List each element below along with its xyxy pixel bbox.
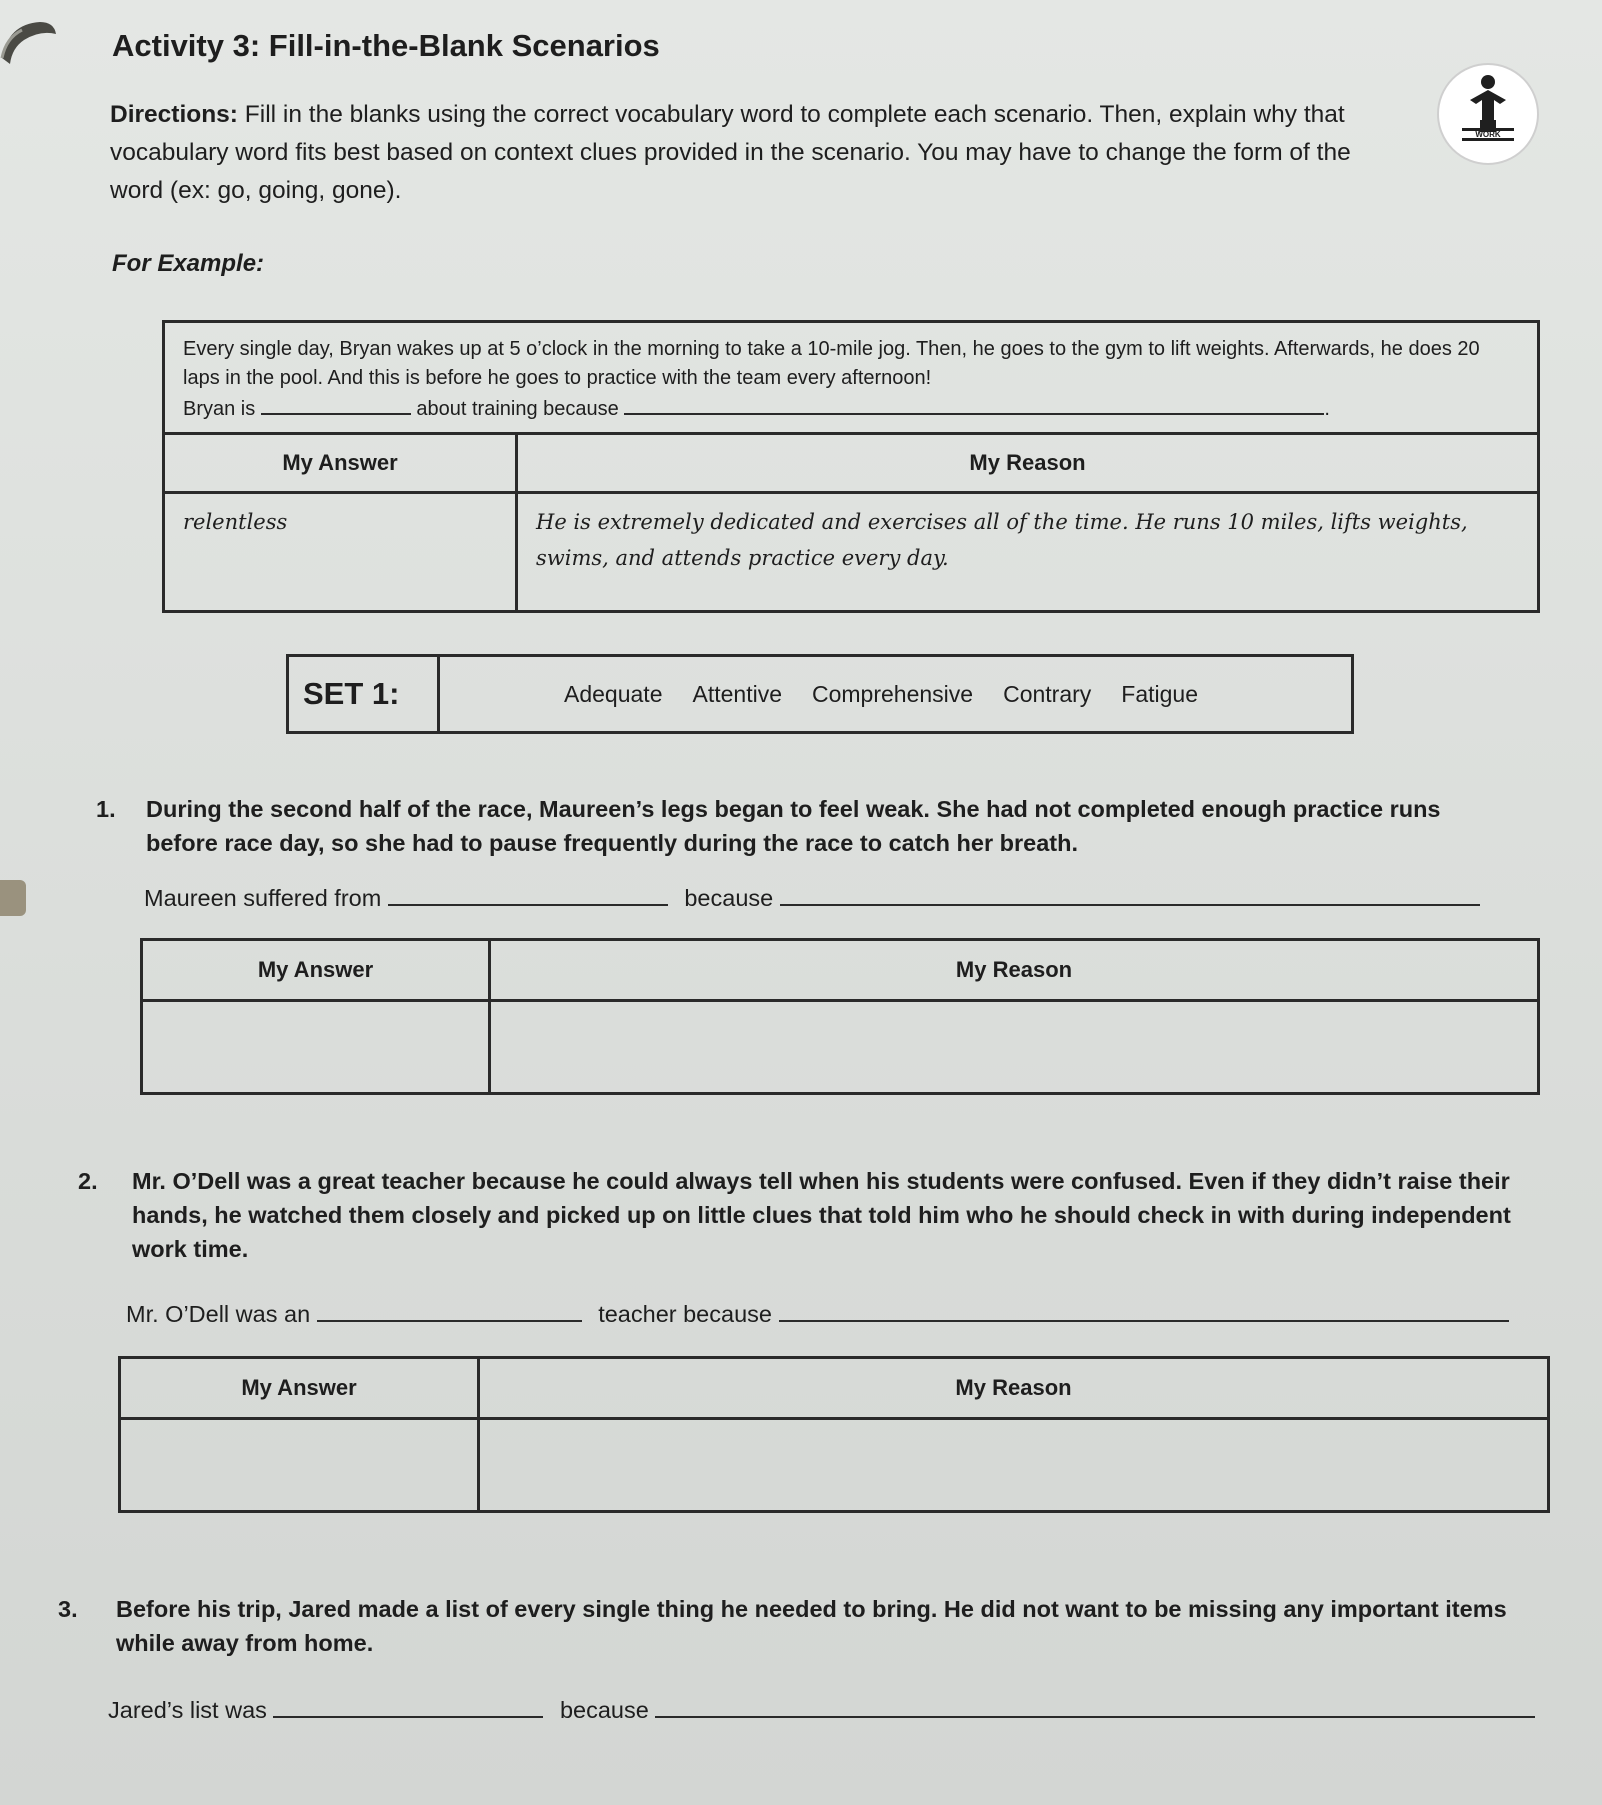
question-2-col-reason: My Reason [479, 1358, 1549, 1419]
set1-word-bank [286, 654, 1354, 734]
directions [110, 96, 1400, 210]
page-edge-mark [0, 880, 26, 916]
example-scenario-cell: Every single day, Bryan wakes up at 5 o’clock in the morning to take a 10-mile jog. Then, he goes to the gym to lift weights. Afterwards, he does 20 laps in the pool. And this is before he goes to practice with the team every afternoon! Bryan is about training because . [164, 322, 1539, 434]
word-fatigue: Fatigue [1121, 680, 1198, 707]
question-1-number: 1. [96, 796, 116, 822]
set1-label: SET 1: [289, 657, 440, 731]
question-1-col-answer: My Answer [142, 940, 490, 1001]
example-blank-1 [261, 393, 411, 415]
work-badge-icon [1436, 62, 1540, 166]
example-table [162, 320, 1540, 613]
question-3-blank-1[interactable] [273, 1696, 543, 1718]
question-3-stem-middle: because [559, 1697, 649, 1723]
question-2-answer-cell[interactable] [120, 1419, 479, 1512]
activity-title: Activity 3: Fill-in-the-Blank Scenarios [112, 28, 660, 63]
word-adequate: Adequate [564, 680, 663, 707]
question-2 [78, 1164, 1518, 1266]
word-comprehensive: Comprehensive [811, 680, 974, 707]
question-3-blank-2[interactable] [655, 1696, 1535, 1718]
example-blank-2 [624, 393, 1324, 415]
example-col-reason: My Reason [517, 434, 1539, 493]
example-answer-cell: relentless [164, 493, 517, 612]
question-1-stem-middle: because [684, 885, 774, 911]
question-2-stem-start: Mr. O’Dell was an [126, 1301, 311, 1327]
example-reason-cell: He is extremely dedicated and exercises all of the time. He runs 10 miles, lifts weights, swims, and attends practice every day. [517, 493, 1539, 612]
directions-label: Directions: [110, 101, 238, 128]
question-1-table [140, 938, 1540, 1095]
question-2-reason-cell[interactable] [479, 1419, 1549, 1512]
word-contrary: Contrary [1003, 680, 1092, 707]
question-1-stem [144, 884, 1480, 912]
question-1-answer-cell[interactable] [142, 1001, 490, 1094]
question-2-number: 2. [78, 1168, 98, 1194]
example-scenario-text: Every single day, Bryan wakes up at 5 o’clock in the morning to take a 10-mile jog. Then, he goes to the gym to lift weights. Afterwards, he does 20 laps in the pool. And this is before he goes to practice with the team every afternoon! [183, 338, 1480, 389]
question-3-stem-start: Jared’s list was [108, 1697, 267, 1723]
question-3-stem [108, 1696, 1535, 1724]
question-3-text: Before his trip, Jared made a list of every single thing he needed to bring. He did not want to be missing any important items while away from home. [116, 1596, 1507, 1656]
example-col-answer: My Answer [164, 434, 517, 493]
question-2-table [118, 1356, 1550, 1513]
question-2-col-answer: My Answer [120, 1358, 479, 1419]
question-1 [96, 792, 1516, 860]
question-1-blank-2[interactable] [780, 884, 1480, 906]
question-1-text: During the second half of the race, Maureen’s legs began to feel weak. She had not completed enough practice runs before race day, so she had to pause frequently during the race to catch her breath. [146, 796, 1441, 856]
question-2-text: Mr. O’Dell was a great teacher because he could always tell when his students were confused. Even if they didn’t raise their hands, he watched them closely and picked up on little clues that told him who he should check in with during independent work time. [132, 1168, 1511, 1262]
question-1-stem-start: Maureen suffered from [144, 885, 382, 911]
example-stem-start: Bryan is [183, 398, 256, 420]
question-2-stem-middle: teacher because [598, 1301, 772, 1327]
question-1-blank-1[interactable] [388, 884, 668, 906]
question-2-blank-1[interactable] [317, 1300, 582, 1322]
example-label: For Example: [112, 250, 265, 277]
question-3-number: 3. [58, 1596, 78, 1622]
question-2-stem [126, 1300, 1509, 1328]
question-1-reason-cell[interactable] [490, 1001, 1539, 1094]
word-attentive: Attentive [692, 680, 782, 707]
question-1-col-reason: My Reason [490, 940, 1539, 1001]
question-2-blank-2[interactable] [779, 1300, 1509, 1322]
page-corner-decoration [0, 18, 60, 66]
directions-text: Fill in the blanks using the correct vocabulary word to complete each scenario. Then, explain why that vocabulary word fits best based on context clues provided in the scenario. You may have to change the form of the word (ex: go, going, gone). [110, 101, 1351, 204]
example-stem-middle: about training because [416, 398, 619, 420]
set1-words [440, 657, 1351, 731]
badge-label: WORK [1475, 130, 1501, 139]
question-3 [58, 1592, 1538, 1660]
